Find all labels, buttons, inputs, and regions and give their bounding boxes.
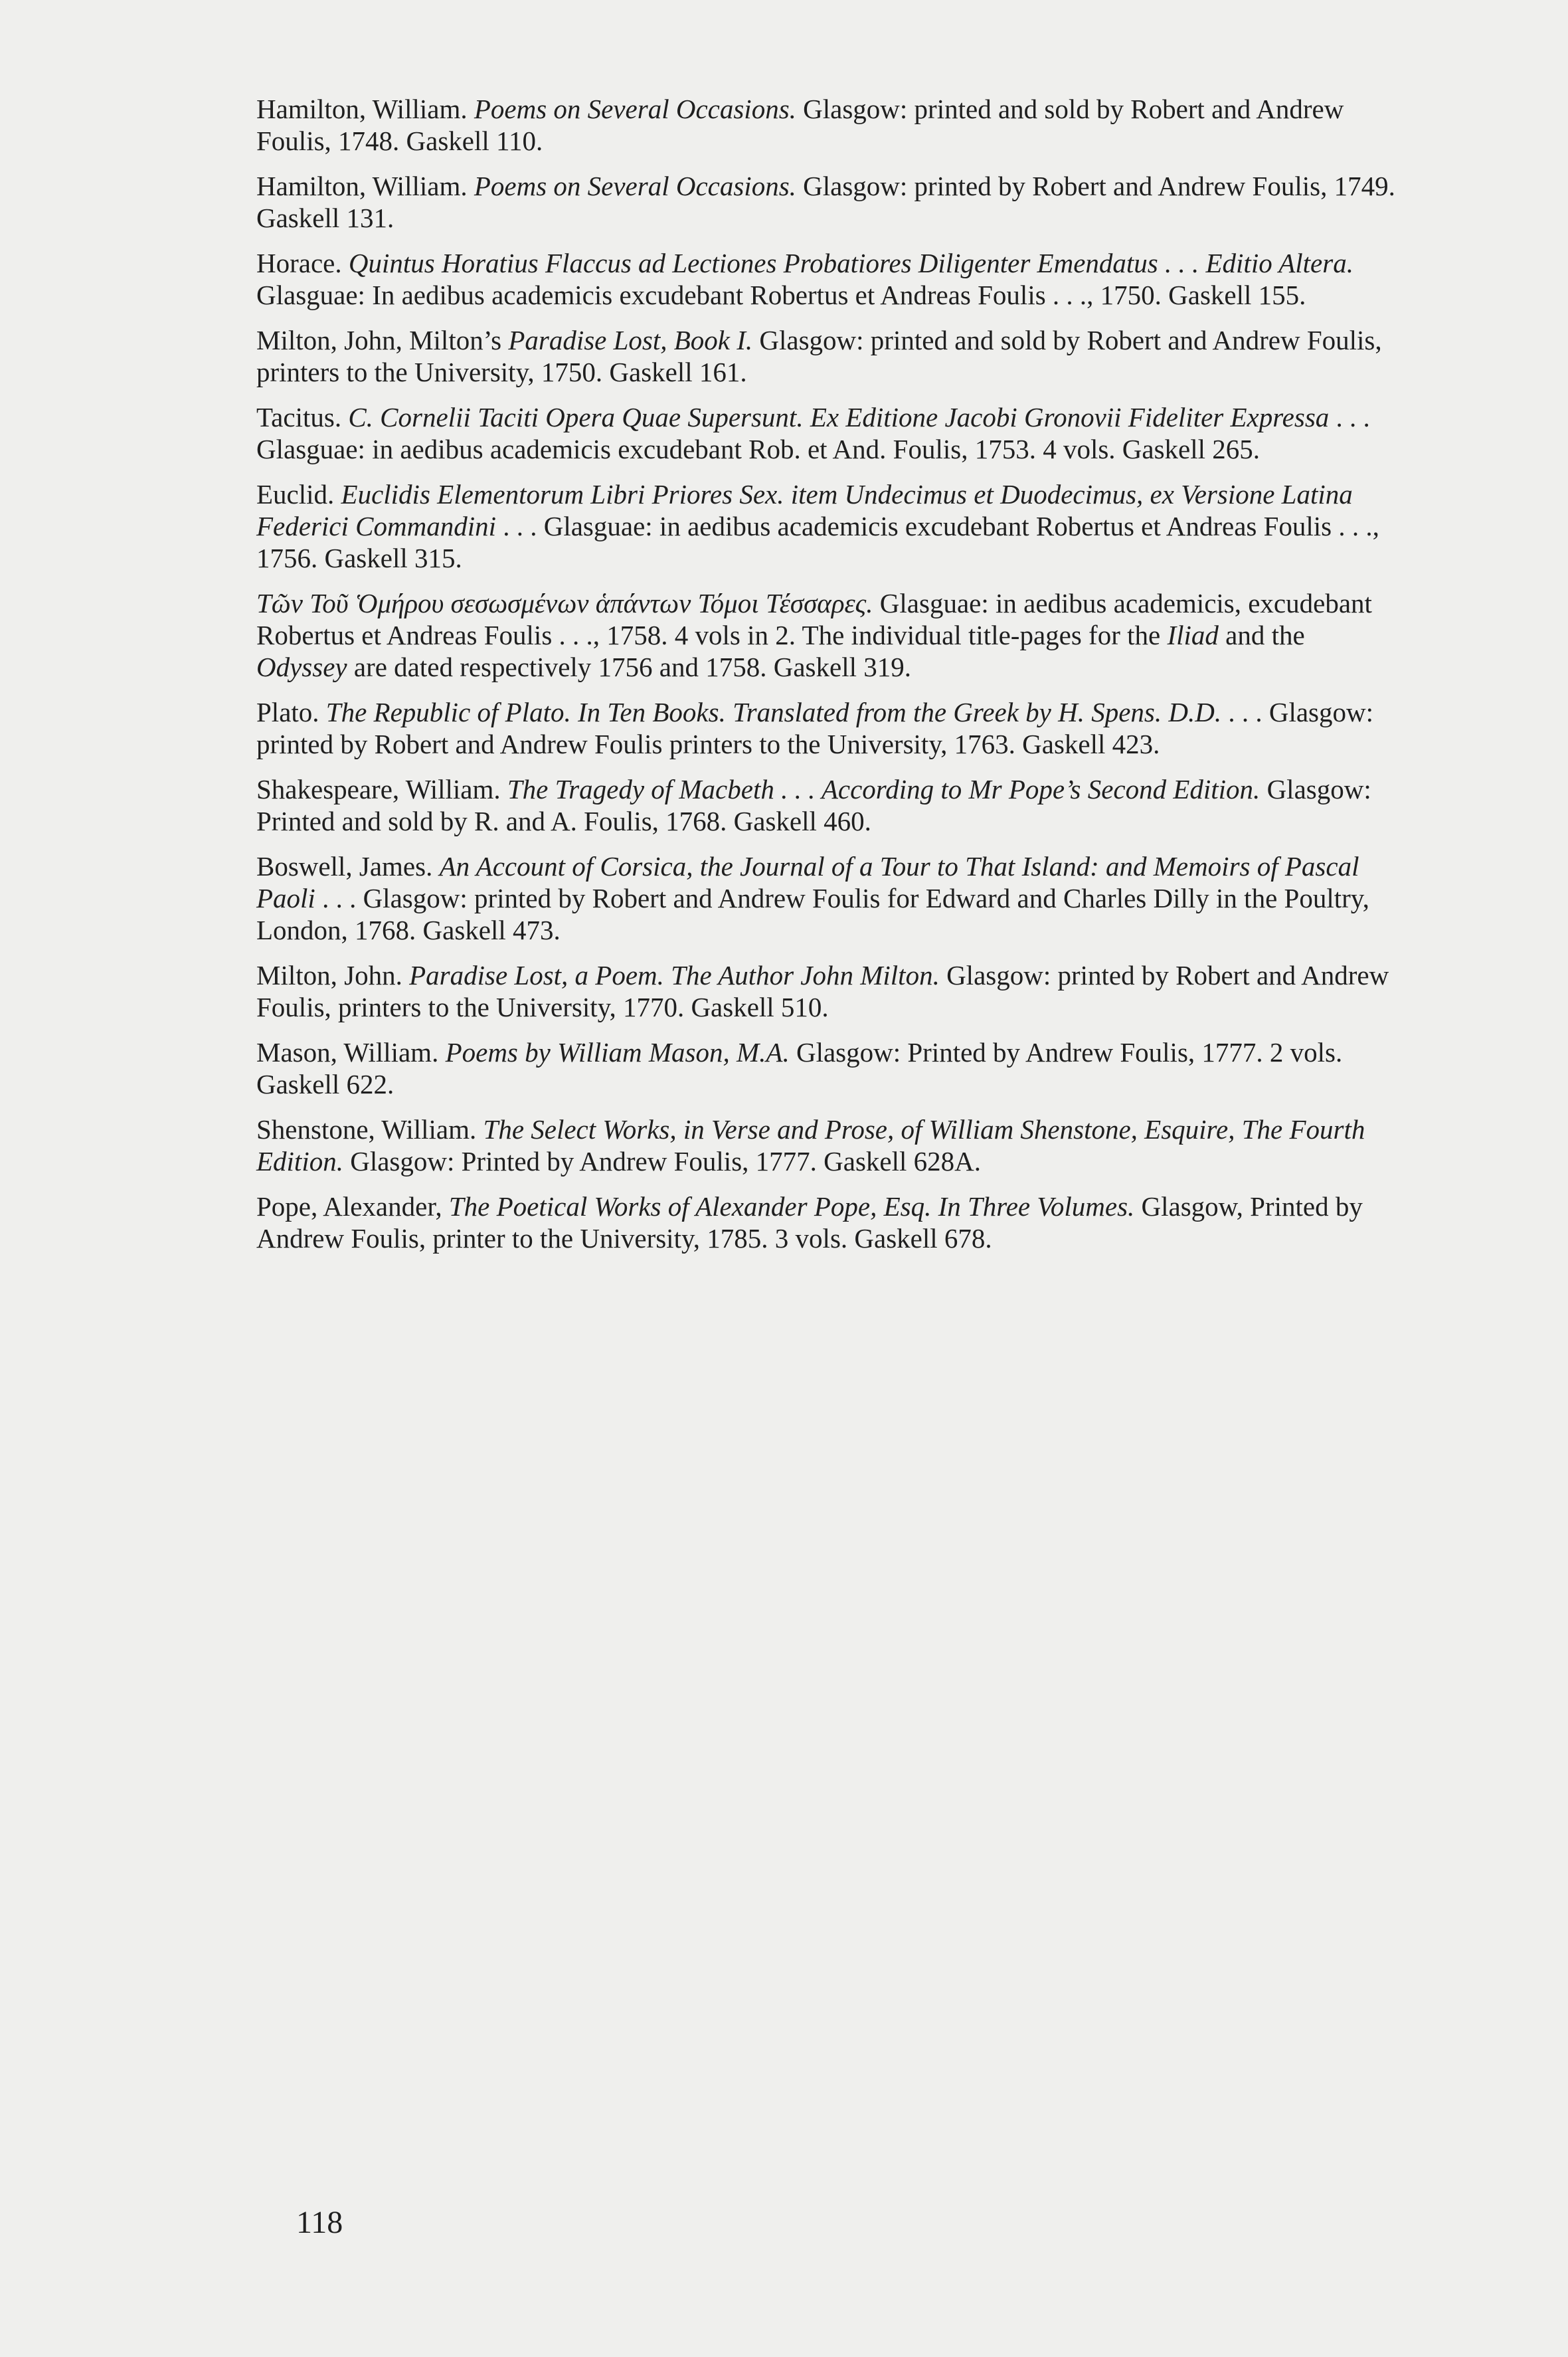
entry-text: are dated respectively 1756 and 1758. Gaskell 319.: [347, 652, 911, 682]
bibliography-entry: [256, 1113, 1399, 1177]
bibliography-entry: [256, 93, 1399, 157]
entry-title-italic: The Republic of Plato. In Ten Books. Translated from the Greek by H. Spens. D.D.: [325, 697, 1222, 727]
entry-text: Glasgow, Printed by Andrew Foulis, printer to the University, 1785. 3 vols. Gaskell 678.: [256, 1191, 1363, 1254]
entry-text: Shenstone, William.: [256, 1114, 483, 1145]
entry-title-italic: Iliad: [1167, 620, 1219, 650]
entry-title-italic: The Tragedy of Macbeth . . . According to Mr Pope’s Second Edition.: [507, 774, 1261, 804]
bibliography-entry: [256, 247, 1399, 311]
entry-text: Glasgow: printed by Robert and Andrew Foulis, printers to the University, 1770. Gaskell 510.: [256, 960, 1389, 1022]
entry-text: Pope, Alexander,: [256, 1191, 449, 1222]
entry-text: Glasgow: printed and sold by Robert and Andrew Foulis, 1748. Gaskell 110.: [256, 94, 1344, 156]
entry-text: Boswell, James.: [256, 851, 440, 882]
entry-text: Milton, John, Milton’s: [256, 325, 509, 355]
bibliography-entry: [256, 696, 1399, 760]
entry-text: Tacitus.: [256, 402, 349, 432]
entry-title-italic: Τῶν Τοῦ Ὁμήρου σεσωσμένων ἁπάντων Τόμοι Τέσσαρες.: [256, 588, 873, 618]
bibliography-entry: [256, 478, 1399, 574]
entry-title-italic: Poems on Several Occasions.: [474, 171, 796, 201]
bibliography-entry: [256, 401, 1399, 465]
bibliography-entry: [256, 850, 1399, 946]
entry-text: Euclid.: [256, 479, 341, 510]
bibliography-entry: [256, 324, 1399, 388]
entry-title-italic: Odyssey: [256, 652, 347, 682]
entry-title-italic: C. Cornelii Taciti Opera Quae Supersunt. Ex Editione Jacobi Gronovii Fideliter Expressa: [348, 402, 1330, 432]
entry-title-italic: The Poetical Works of Alexander Pope, Esq. In Three Volumes.: [448, 1191, 1135, 1222]
entry-text: Glasguae: In aedibus academicis excudebant Robertus et Andreas Foulis . . ., 1750. Gaskell 155.: [256, 280, 1306, 310]
bibliography-entry: [256, 773, 1399, 837]
entry-text: . . . Glasgow: printed by Robert and Andrew Foulis printers to the University, 1763. Gaskell 423.: [256, 697, 1373, 759]
entry-title-italic: Paradise Lost, Book I.: [508, 325, 753, 355]
entry-text: Shakespeare, William.: [256, 774, 507, 804]
bibliography-entry: [256, 170, 1399, 234]
entry-text: Glasgow: printed by Robert and Andrew Foulis, 1749. Gaskell 131.: [256, 171, 1395, 233]
bibliography-entry: [256, 959, 1399, 1023]
entry-title-italic: The Select Works, in Verse and Prose, of William Shenstone, Esquire, The Fourth Edition.: [256, 1114, 1365, 1177]
entry-title-italic: Quintus Horatius Flaccus ad Lectiones Probatiores Diligenter Emendatus . . . Editio Altera.: [348, 248, 1353, 278]
entry-text: Glasgow: Printed by Andrew Foulis, 1777. 2 vols. Gaskell 622.: [256, 1037, 1343, 1099]
entry-text: Glasgow: printed and sold by Robert and Andrew Foulis, printers to the University, 1750. Gaskell 161.: [256, 325, 1382, 387]
entry-text: . . . Glasguae: in aedibus academicis excudebant Robertus et Andreas Foulis . . ., 1756. Gaskell 315.: [256, 511, 1379, 573]
entry-text: Glasgow: Printed and sold by R. and A. Foulis, 1768. Gaskell 460.: [256, 774, 1371, 836]
page-number: 118: [296, 2205, 343, 2240]
entry-text: Hamilton, William.: [256, 171, 474, 201]
entry-title-italic: Poems by William Mason, M.A.: [445, 1037, 790, 1068]
entry-text: Plato.: [256, 697, 326, 727]
entry-title-italic: Euclidis Elementorum Libri Priores Sex. item Undecimus et Duodecimus, ex Versione Latina Federici Commandini: [256, 479, 1353, 541]
entry-text: and the: [1218, 620, 1305, 650]
entry-text: . . . Glasgow: printed by Robert and Andrew Foulis for Edward and Charles Dilly in the Poultry, London, 1768. Gaskell 473.: [256, 883, 1369, 945]
entry-text: . . . Glasguae: in aedibus academicis excudebant Rob. et And. Foulis, 1753. 4 vols. Gaskell 265.: [256, 402, 1370, 464]
bibliography-entry: [256, 1190, 1399, 1254]
entry-text: Milton, John.: [256, 960, 410, 990]
bibliography-entry: [256, 1036, 1399, 1100]
entry-text: Glasguae: in aedibus academicis, excudebant Robertus et Andreas Foulis . . ., 1758. 4 vols in 2. The individual title-pages for the: [256, 588, 1372, 650]
bibliography-entry: [256, 587, 1399, 683]
entry-text: Hamilton, William.: [256, 94, 474, 124]
entry-text: Glasgow: Printed by Andrew Foulis, 1777. Gaskell 628A.: [343, 1146, 982, 1177]
entry-title-italic: Poems on Several Occasions.: [474, 94, 796, 124]
entry-text: Horace.: [256, 248, 349, 278]
entry-title-italic: Paradise Lost, a Poem. The Author John Milton.: [409, 960, 940, 990]
bibliography-list: [256, 93, 1399, 1268]
entry-text: Mason, William.: [256, 1037, 446, 1068]
entry-title-italic: An Account of Corsica, the Journal of a Tour to That Island: and Memoirs of Pascal Paoli: [256, 851, 1359, 913]
